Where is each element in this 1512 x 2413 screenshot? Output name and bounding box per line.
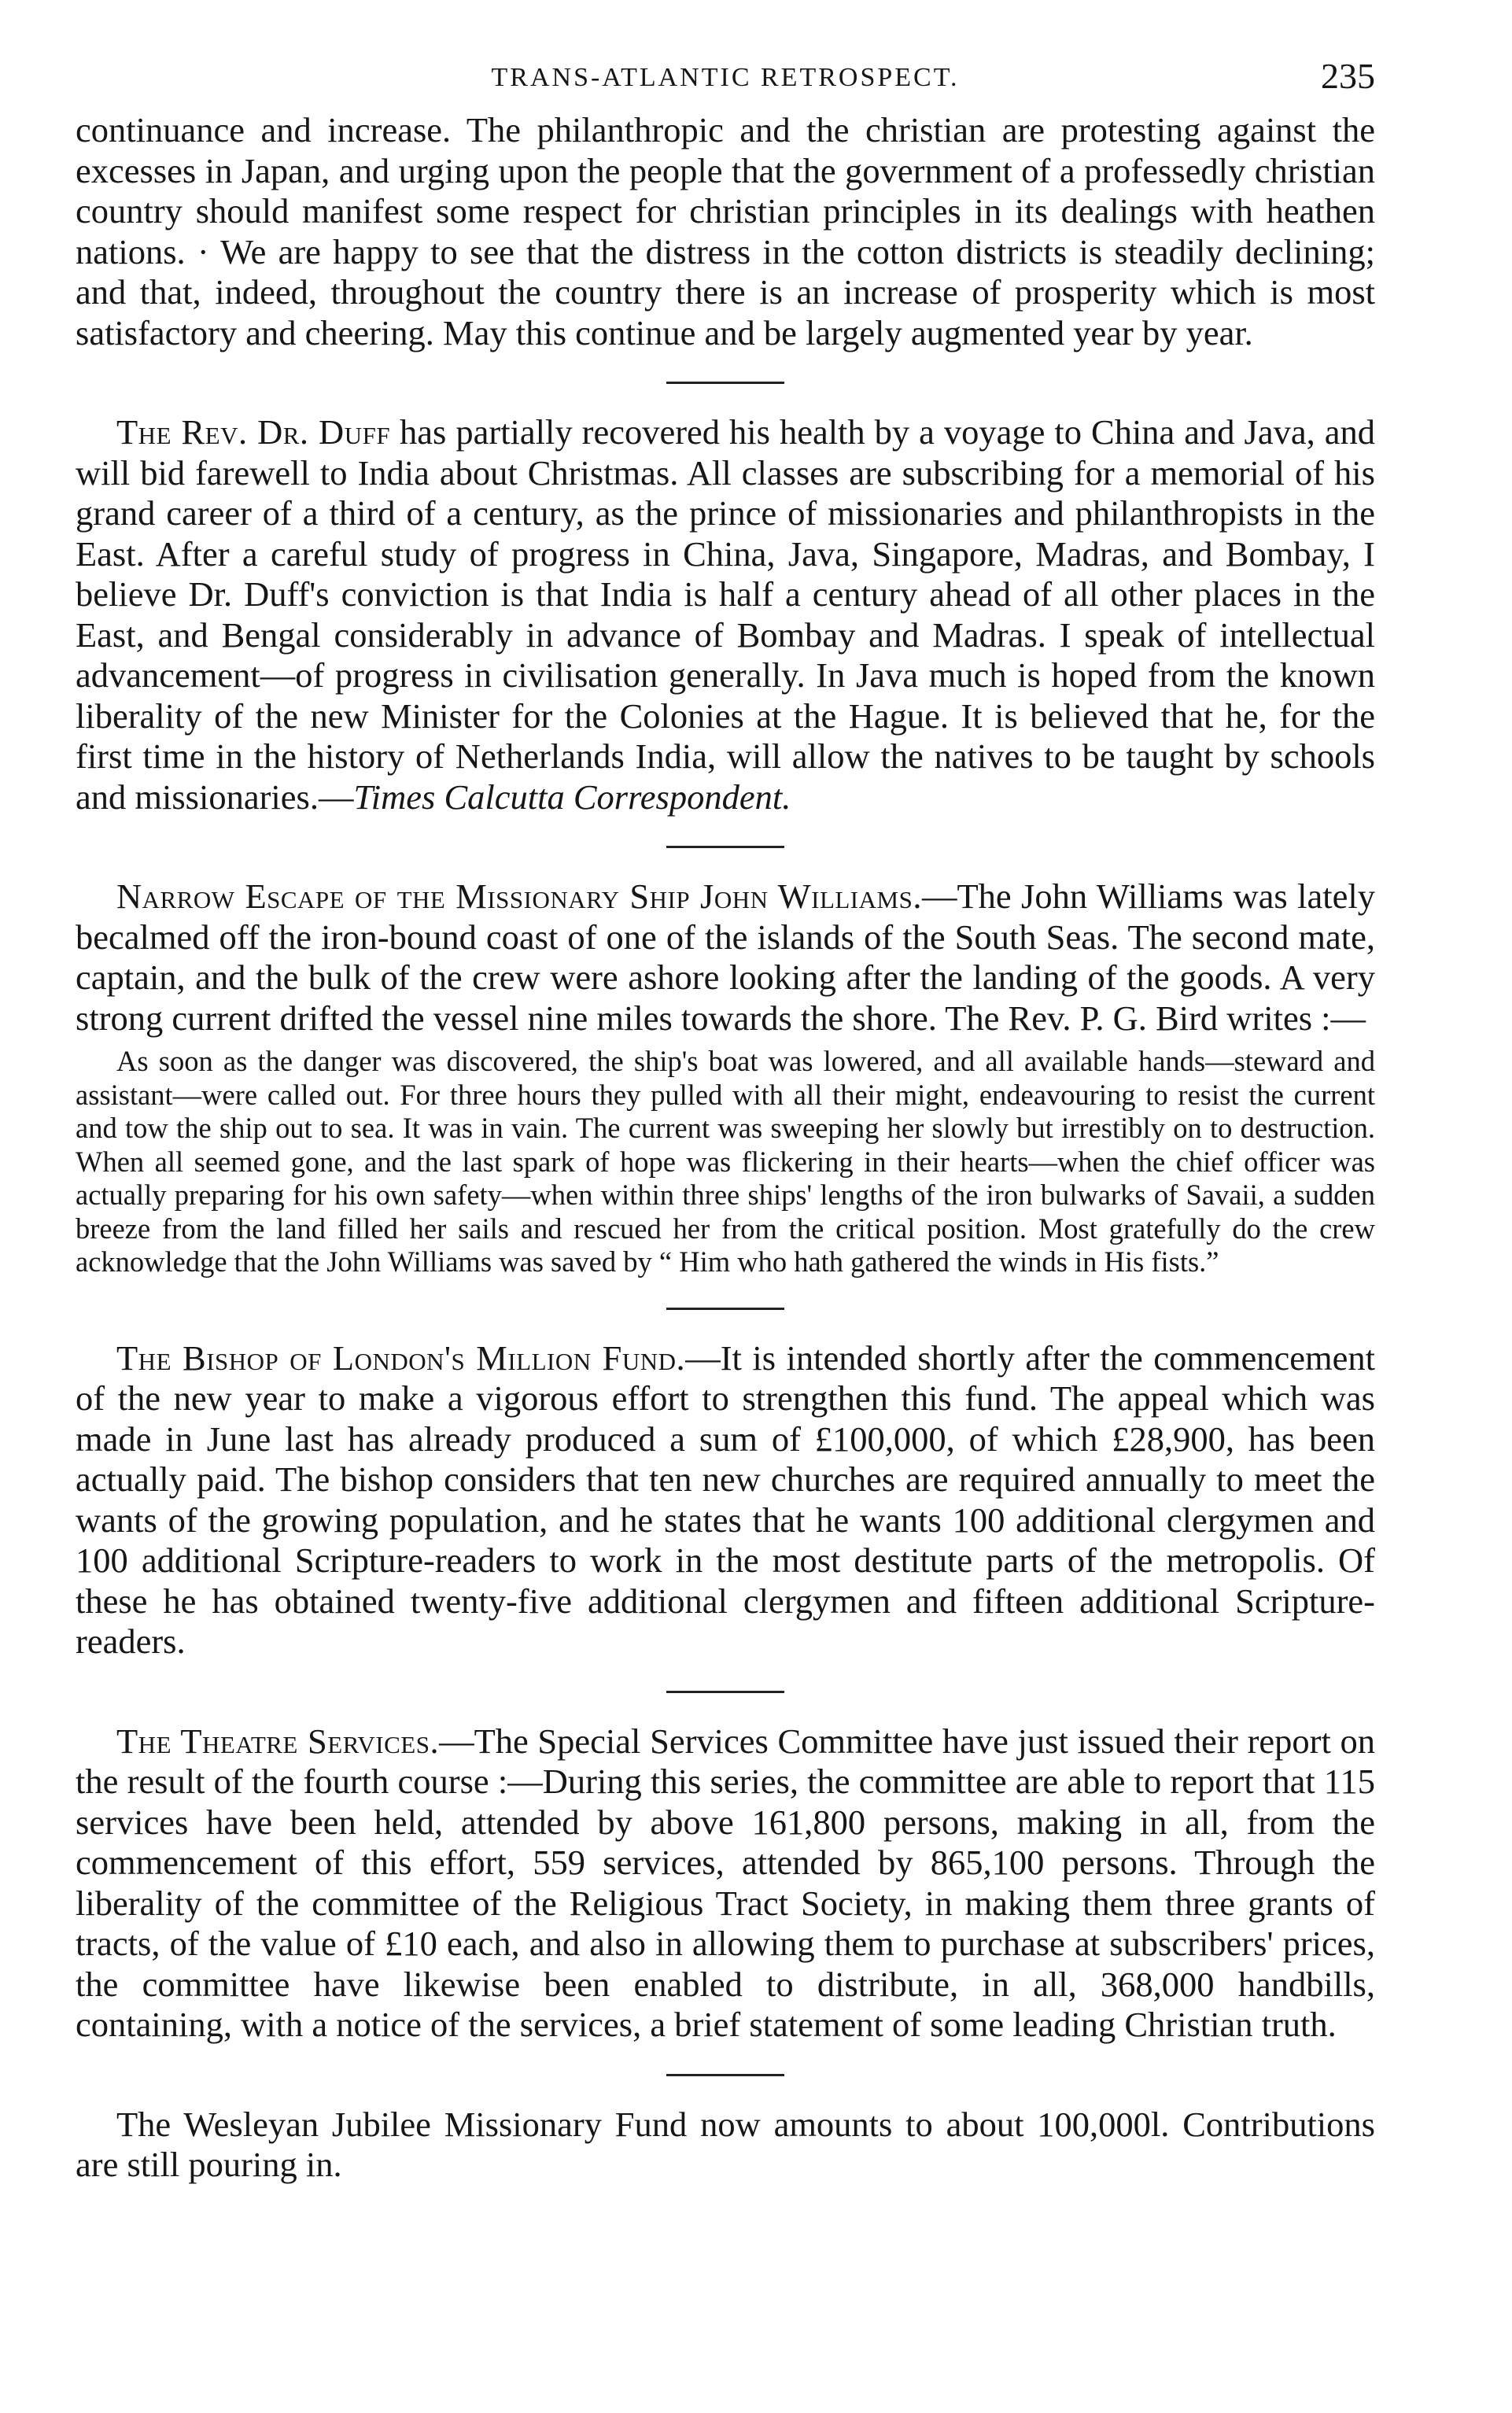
document-page: [76, 55, 1375, 2186]
section-divider: [666, 846, 784, 848]
running-title: TRANS-ATLANTIC RETROSPECT.: [491, 63, 960, 92]
paragraph-wesleyan-fund: The Wesleyan Jubilee Missionary Fund now amounts to about 100,000l. Contributions are still pouring in.: [76, 2104, 1375, 2184]
paragraph-continuation: continuance and increase. The philanthropic and the christian are protesting against the excesses in Japan, and urging upon the people that the government of a professedly christian country should manifest some respect for christian principles in its dealings with heathen nations. · We are happy to see that the distress in the cotton districts is steadily declining; and that, indeed, throughout the country there is an increase of prosperity which is most satisfactory and cheering. May this continue and be largely augmented year by year.: [76, 110, 1375, 352]
paragraph-dr-duff: [76, 412, 1375, 817]
item-title: Narrow Escape of the Missionary Ship John Williams.: [116, 876, 922, 916]
item-title: The Theatre Services.: [116, 1721, 440, 1761]
section-divider: [666, 1691, 784, 1693]
section-divider: [666, 2074, 784, 2076]
item-title: The Bishop of London's Million Fund.: [116, 1337, 686, 1378]
item-text: —The John Williams was lately becalmed off the iron-bound coast of one of the islands of the South Seas. The second mate, captain, and the bulk of the crew were ashore looking after the landing of the goods. A very strong current drifted the vessel nine miles towards the shore. The Rev. P. G. Bird writes :—: [76, 876, 1375, 1038]
item-text: has partially recovered his health by a voyage to China and Java, and will bid farewell to India about Christmas. All classes are subscribing for a memorial of his grand career of a third of a century, as the prince of missionaries and philanthropists in the East. After a careful study of progress in China, Java, Singapore, Madras, and Bombay, I believe Dr. Duff's conviction is that India is half a century ahead of all other places in the East, and Bengal considerably in advance of Bombay and Madras. I speak of intellectual advancement—of progress in civilisation generally. In Java much is hoped from the known liberality of the new Minister for the Colonies at the Hague. It is believed that he, for the first time in the history of Netherlands India, will allow the natives to be taught by schools and missionaries.—: [76, 412, 1375, 817]
paragraph-bishop-fund: [76, 1338, 1375, 1662]
section-divider: [666, 1308, 784, 1310]
paragraph-john-williams: [76, 876, 1375, 1039]
item-title: The Rev. Dr. Duff: [116, 412, 391, 452]
section-divider: [666, 382, 784, 384]
running-header: [76, 55, 1375, 110]
item-source: Times Calcutta Correspondent.: [353, 777, 791, 817]
page-number: 235: [1321, 56, 1375, 96]
item-text: —It is intended shortly after the commencement of the new year to make a vigorous effort to strengthen this fund. The appeal which was made in June last has already produced a sum of £100,000, of which £28,900, has been actually paid. The bishop considers that ten new churches are required annually to meet the wants of the growing population, and he states that he wants 100 additional clergymen and 100 additional Scripture-readers to work in the most destitute parts of the metropolis. Of these he has obtained twenty-five additional clergymen and fifteen additional Scripture-readers.: [76, 1337, 1375, 1661]
spacer: [76, 1039, 1375, 1045]
quoted-letter: As soon as the danger was discovered, the ship's boat was lowered, and all available hands—steward and assistant—were called out. For three hours they pulled with all their might, endeavouring to resist the current and tow the ship out to sea. It was in vain. The current was sweeping her slowly but irrestibly on to destruction. When all seemed gone, and the last spark of hope was flickering in their hearts—when the chief officer was actually preparing for his own safety—when within three ships' lengths of the iron bulwarks of Savaii, a sudden breeze from the land filled her sails and rescued her from the critical position. Most gratefully do the crew acknowledge that the John Williams was saved by “ Him who hath gathered the winds in His fists.”: [76, 1045, 1375, 1278]
paragraph-theatre-services: [76, 1721, 1375, 2046]
item-text: —The Special Services Committee have just issued their report on the result of the fourth course :—During this series, the committee are able to report that 115 services have been held, attended by above 161,800 persons, making in all, from the commencement of this effort, 559 services, attended by 865,100 persons. Through the liberality of the committee of the Religious Tract Society, in making them three grants of tracts, of the value of £10 each, and also in allowing them to purchase at subscribers' prices, the committee have likewise been enabled to distribute, in all, 368,000 handbills, containing, with a notice of the services, a brief statement of some leading Christian truth.: [76, 1721, 1376, 2044]
